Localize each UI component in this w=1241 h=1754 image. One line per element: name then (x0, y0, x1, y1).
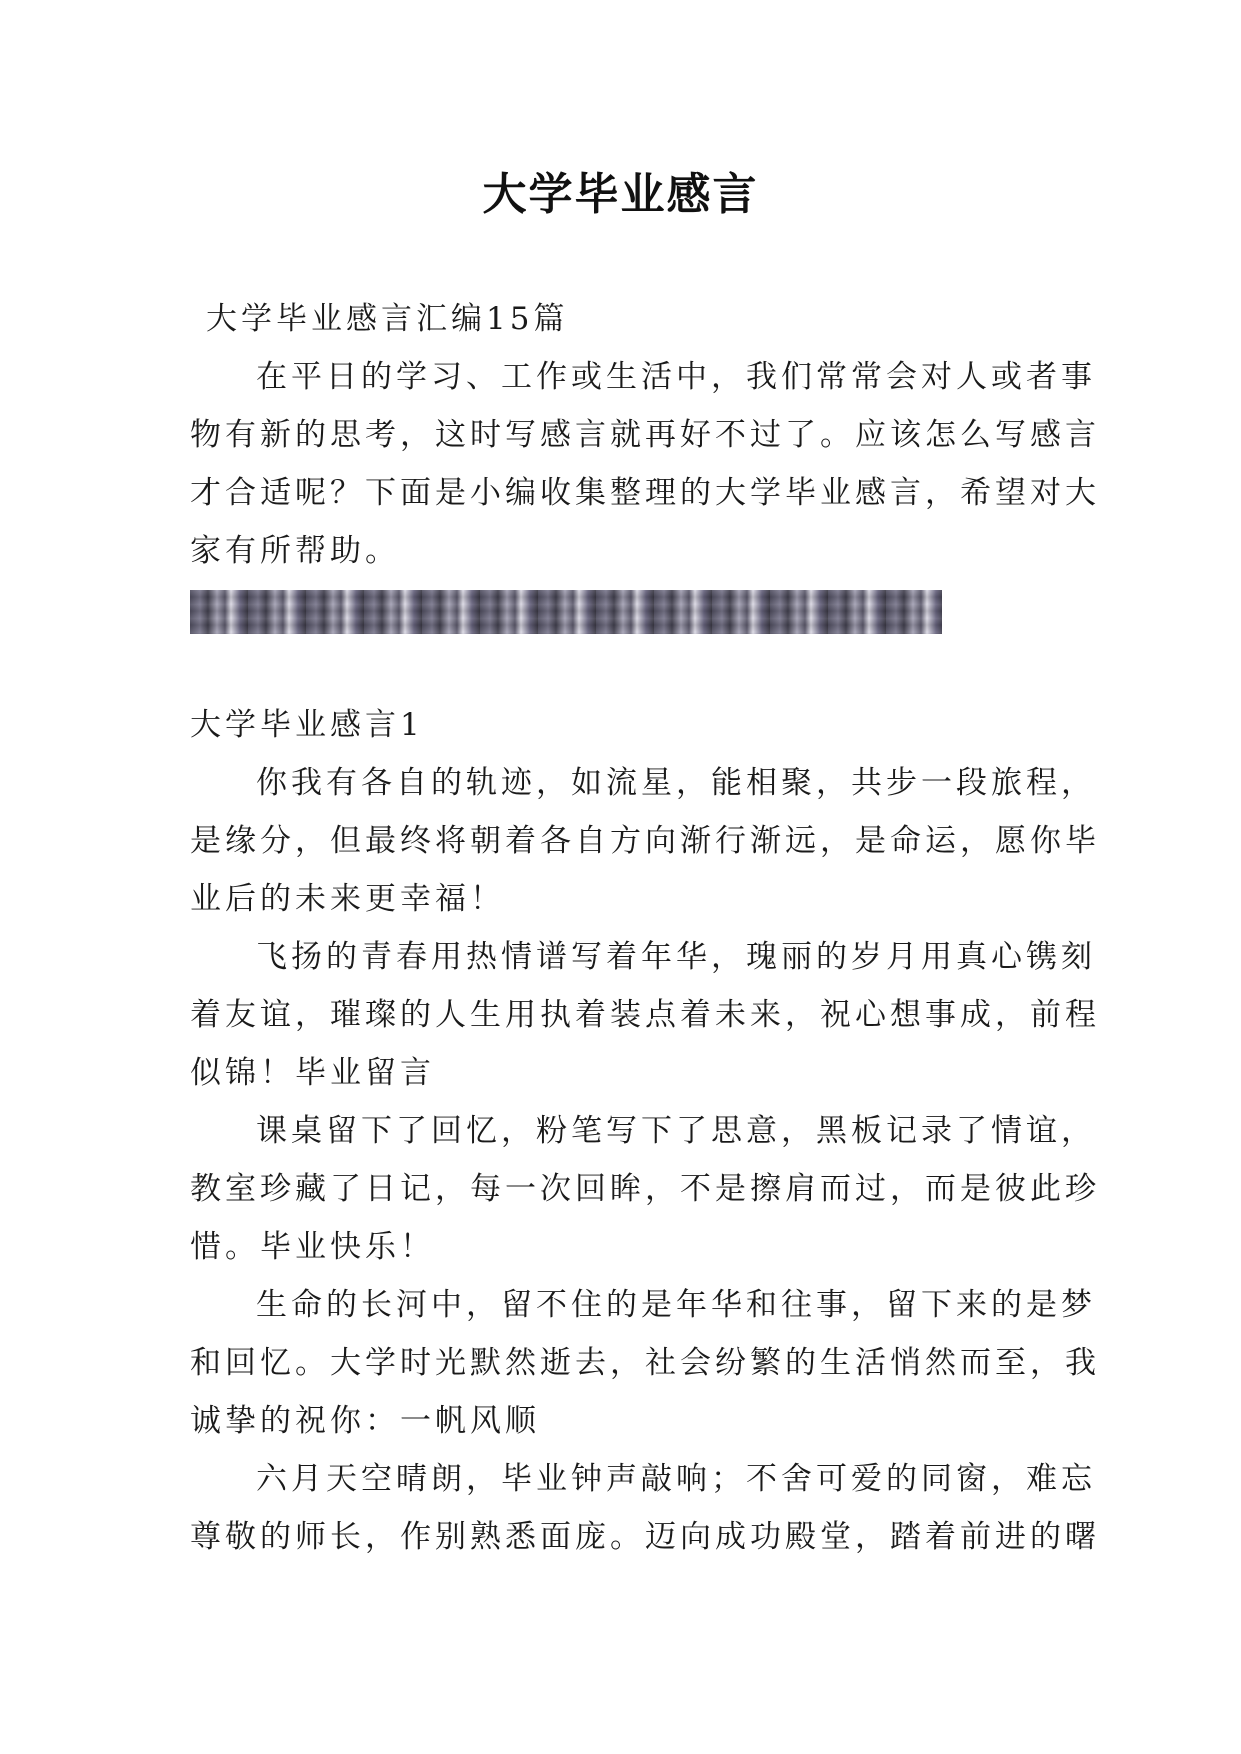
paragraph-line: 诚挚的祝你：一帆风顺 (190, 1403, 540, 1439)
paragraph-line: 你我有各自的轨迹，如流星，能相聚，共步一段旅程， (256, 765, 1096, 801)
paragraph-line: 似锦！毕业留言 (190, 1055, 435, 1091)
section-heading: 大学毕业感言1 (190, 707, 424, 743)
paragraph-line: 飞扬的青春用热情谱写着年华，瑰丽的岁月用真心镌刻 (256, 939, 1096, 975)
paragraph-line: 课桌留下了回忆，粉笔写下了思意，黑板记录了情谊， (256, 1113, 1096, 1149)
paragraph-line: 业后的未来更幸福！ (190, 881, 505, 917)
paragraph-line: 六月天空晴朗，毕业钟声敲响；不舍可爱的同窗，难忘 (256, 1461, 1096, 1497)
paragraph-line: 着友谊，璀璨的人生用执着装点着未来，祝心想事成，前程 (190, 997, 1100, 1033)
paragraph-line: 教室珍藏了日记，每一次回眸，不是擦肩而过，而是彼此珍 (190, 1171, 1100, 1207)
graduation-photo-banner (190, 590, 942, 634)
paragraph-line: 惜。毕业快乐！ (190, 1229, 435, 1265)
intro-line: 物有新的思考，这时写感言就再好不过了。应该怎么写感言 (190, 417, 1100, 453)
intro-line: 家有所帮助。 (190, 533, 400, 569)
document-subtitle: 大学毕业感言汇编15篇 (206, 301, 569, 337)
paragraph-line: 是缘分，但最终将朝着各自方向渐行渐远，是命运，愿你毕 (190, 823, 1100, 859)
spacer (190, 634, 1050, 696)
intro-line: 才合适呢？下面是小编收集整理的大学毕业感言，希望对大 (190, 475, 1100, 511)
paragraph-line: 生命的长河中，留不住的是年华和往事，留下来的是梦 (256, 1287, 1096, 1323)
paragraph-line: 和回忆。大学时光默然逝去，社会纷繁的生活悄然而至，我 (190, 1345, 1100, 1381)
intro-line: 在平日的学习、工作或生活中，我们常常会对人或者事 (256, 359, 1096, 395)
document-body (190, 290, 1100, 1566)
document-title: 大学毕业感言 (482, 169, 759, 220)
paragraph-line: 尊敬的师长，作别熟悉面庞。迈向成功殿堂，踏着前进的曙 (190, 1519, 1100, 1555)
